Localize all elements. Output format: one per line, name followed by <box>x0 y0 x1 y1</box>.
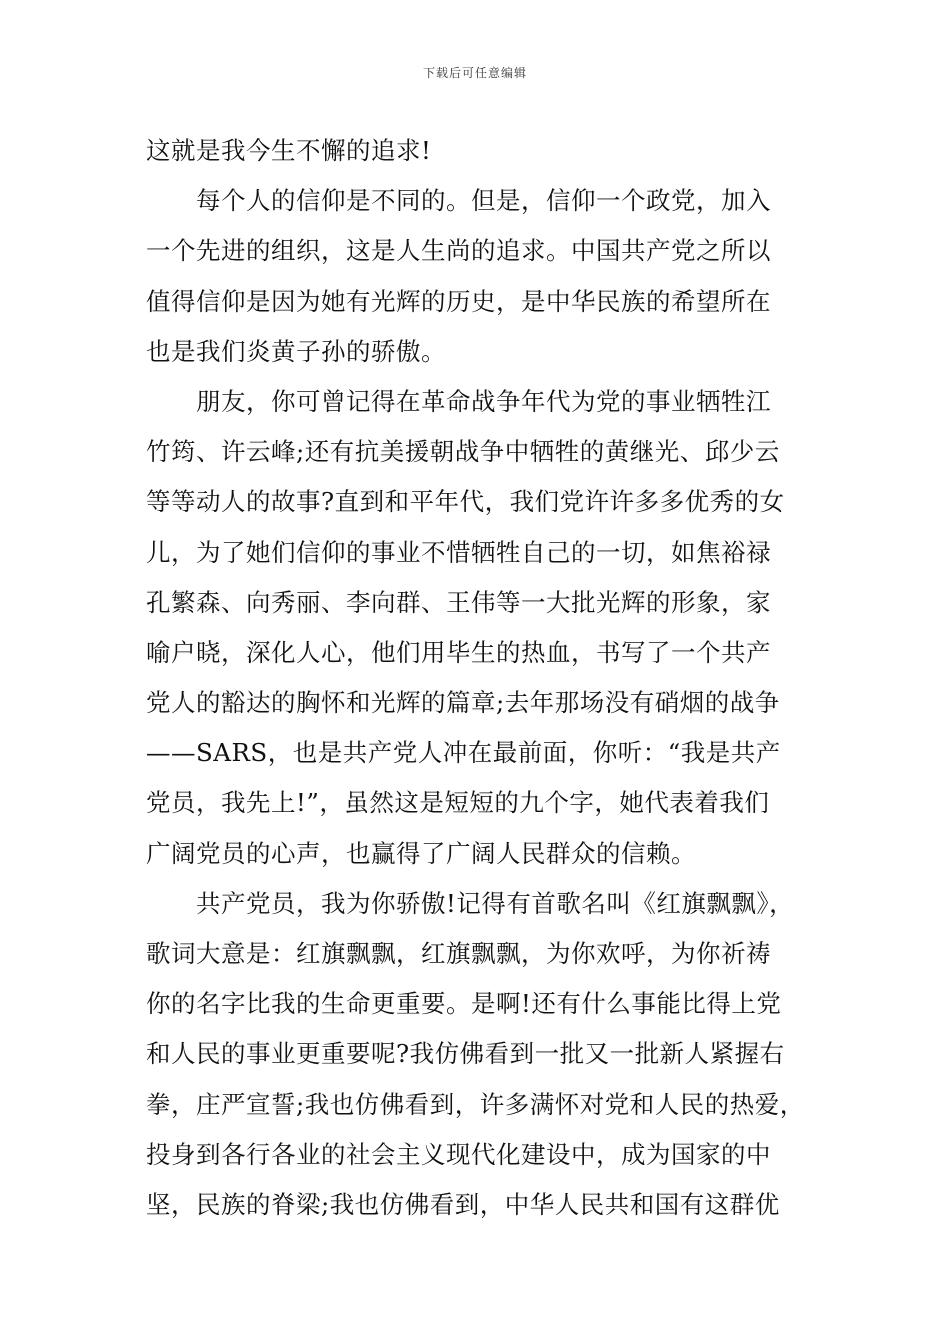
text-line: 和人民的事业更重要呢?我仿佛看到一批又一批新人紧握右 <box>146 1039 785 1069</box>
text-line: 这就是我今生不懈的追求! <box>146 136 432 165</box>
text-line: 等等动人的故事?直到和平年代，我们党许许多多优秀的女 <box>146 487 785 517</box>
text-line: 党员，我先上!”，虽然这是短短的九个字，她代表着我们 <box>146 788 770 818</box>
text-line: 党人的豁达的胸怀和光辉的篇章;去年那场没有硝烟的战争 <box>146 688 780 718</box>
text-line: 孔繁森、向秀丽、李向群、王伟等一大批光辉的形象，家 <box>146 587 771 617</box>
text-line: 歌词大意是：红旗飘飘，红旗飘飘，为你欢呼，为你祈祷 <box>146 939 771 968</box>
text-line: 值得信仰是因为她有光辉的历史，是中华民族的希望所在 <box>146 286 771 316</box>
text-line: 儿，为了她们信仰的事业不惜牺牲自己的一切，如焦裕禄 <box>146 537 771 567</box>
text-line: 广阔党员的心声，也赢得了广阔人民群众的信赖。 <box>146 838 696 868</box>
text-line: 坚，民族的脊梁;我也仿佛看到，中华人民共和国有这群优 <box>146 1189 780 1219</box>
text-line: 竹筠、许云峰;还有抗美援朝战争中牺牲的黄继光、邱少云 <box>146 437 780 467</box>
text-line: 一个先进的组织，这是人生尚的追求。中国共产党之所以 <box>146 236 771 266</box>
text-line: 朋友，你可曾记得在革命战争年代为党的事业牺牲江 <box>196 386 771 416</box>
text-line: 你的名字比我的生命更重要。是啊!还有什么事能比得上党 <box>146 989 782 1019</box>
text-line: 每个人的信仰是不同的。但是，信仰一个政党，加入 <box>196 186 771 216</box>
document-body <box>146 126 810 1230</box>
text-line: ——SARS，也是共产党人冲在最前面，你听：“我是共产 <box>146 738 781 768</box>
text-line: 喻户晓，深化人心，他们用毕生的热血，书写了一个共产 <box>146 637 771 667</box>
text-line: 也是我们炎黄子孙的骄傲。 <box>146 336 446 366</box>
text-line: 共产党员，我为你骄傲!记得有首歌名叫《红旗飘飘》， <box>196 888 795 918</box>
text-line: 投身到各行各业的社会主义现代化建设中，成为国家的中 <box>146 1139 771 1169</box>
text-line: 拳，庄严宣誓;我也仿佛看到，许多满怀对党和人民的热爱， <box>146 1089 805 1119</box>
page-header: 下载后可任意编辑 <box>422 66 527 80</box>
